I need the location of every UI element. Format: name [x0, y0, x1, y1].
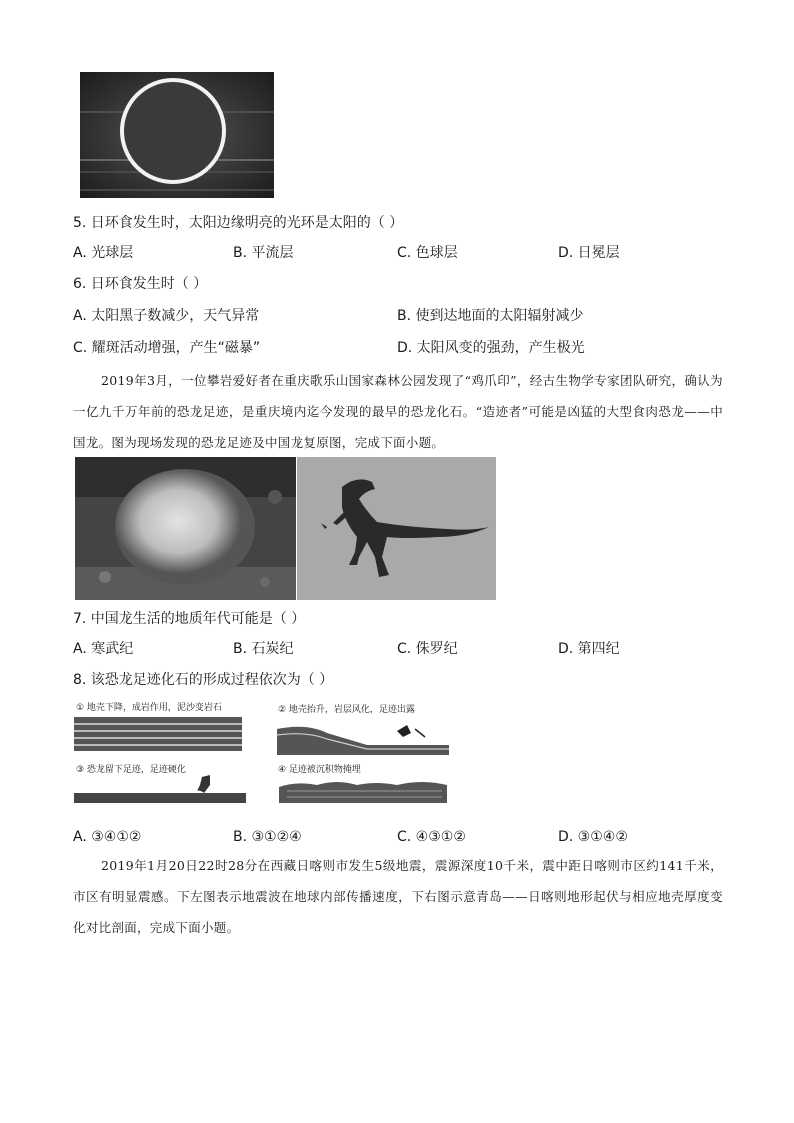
- earthquake-passage: 2019年1月20日22时28分在西藏日喀则市发生5级地震，震源深度10千米，震中距日喀则市区约141千米，市区有明显震感。下左图表示地震波在地球内部传播速度，下右图示意青岛——日喀则地形起伏与相应地壳厚度变化对比剖面，完成下面小题。: [73, 858, 723, 935]
- q7-option-d[interactable]: D. 第四纪: [558, 641, 620, 657]
- q8-option-b[interactable]: B. ③①②④: [233, 829, 302, 845]
- stage-1-diagram: [74, 715, 244, 753]
- eclipse-image: [80, 72, 274, 198]
- dinosaur-passage: 2019年3月，一位攀岩爱好者在重庆歌乐山国家森林公园发现了“鸡爪印”，经古生物学专家团队研究，确认为一亿九千万年前的恐龙足迹，是重庆境内迄今发现的最早的恐龙化石。“造迹者”可能是凶猛的大型食肉恐龙——中国龙。图为现场发现的恐龙足迹及中国龙复原图，完成下面小题。: [73, 373, 723, 450]
- stage-2-label: ② 地壳抬升，岩层风化，足迹出露: [278, 705, 415, 715]
- question-8-stem: 8. 该恐龙足迹化石的形成过程依次为（ ）: [73, 672, 334, 688]
- q5-option-a[interactable]: A. 光球层: [73, 245, 134, 261]
- q6-option-a[interactable]: A. 太阳黑子数减少，天气异常: [73, 308, 260, 324]
- stage-3-diagram: [74, 775, 246, 805]
- annular-eclipse-photo: [80, 72, 274, 198]
- stage-4-diagram: [277, 777, 449, 805]
- q5-option-d[interactable]: D. 日冕层: [558, 245, 620, 261]
- question-6-stem: 6. 日环食发生时（ ）: [73, 276, 208, 292]
- stage-1-label: ① 地壳下降，成岩作用，泥沙变岩石: [76, 703, 222, 713]
- stage-2-diagram: [277, 719, 449, 755]
- dinosaur-reconstruction-image: [297, 457, 496, 600]
- question-7-stem: 7. 中国龙生活的地质年代可能是（ ）: [73, 611, 306, 627]
- q7-option-a[interactable]: A. 寒武纪: [73, 641, 134, 657]
- stage-3-label: ③ 恐龙留下足迹，足迹硬化: [76, 765, 186, 775]
- q8-option-a[interactable]: A. ③④①②: [73, 829, 142, 845]
- q8-option-c[interactable]: C. ④③①②: [397, 829, 466, 845]
- stage-4-label: ④ 足迹被沉积物掩埋: [278, 765, 361, 775]
- dinosaur-figure: [297, 457, 496, 600]
- footprint-photo: [75, 457, 296, 600]
- question-5-stem: 5. 日环食发生时，太阳边缘明亮的光环是太阳的（ ）: [73, 215, 404, 231]
- q6-option-d[interactable]: D. 太阳风变的强劲，产生极光: [397, 340, 585, 356]
- q5-option-c[interactable]: C. 色球层: [397, 245, 458, 261]
- q6-option-c[interactable]: C. 耀斑活动增强，产生“磁暴”: [73, 340, 261, 356]
- q8-option-d[interactable]: D. ③①④②: [558, 829, 628, 845]
- fossil-process-figure: [74, 703, 450, 806]
- q6-option-b[interactable]: B. 使到达地面的太阳辐射减少: [397, 308, 584, 324]
- q7-option-b[interactable]: B. 石炭纪: [233, 641, 294, 657]
- q5-option-b[interactable]: B. 平流层: [233, 245, 294, 261]
- footprint-image: [75, 457, 296, 600]
- q7-option-c[interactable]: C. 侏罗纪: [397, 641, 458, 657]
